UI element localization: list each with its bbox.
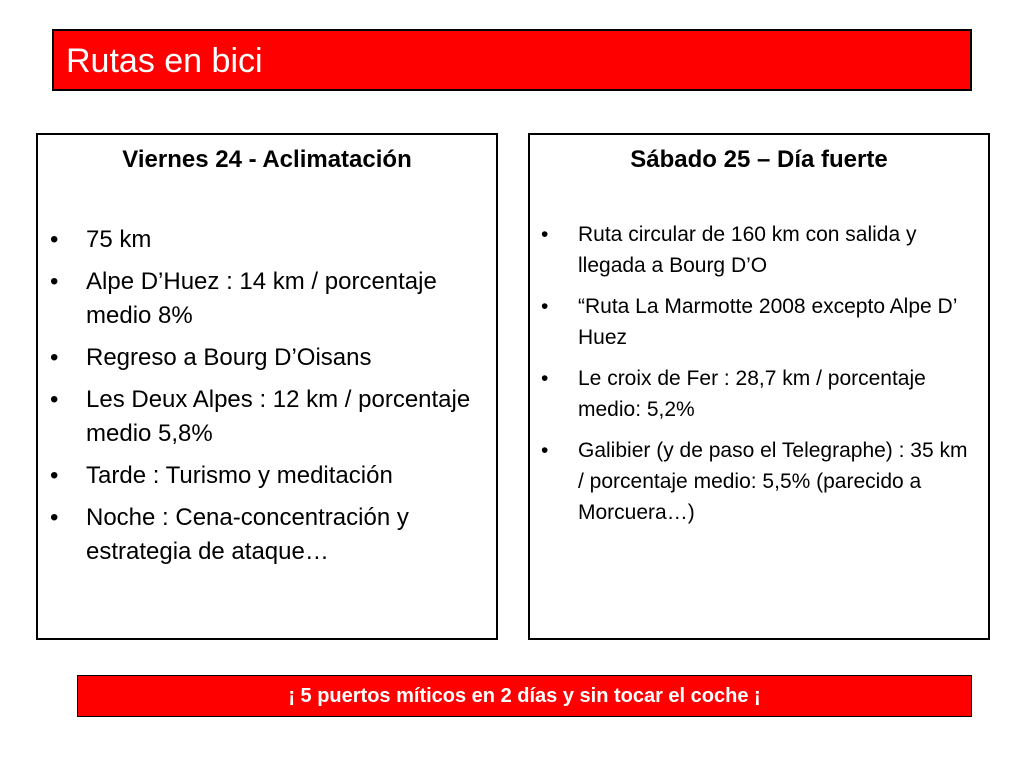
list-item-text: Alpe D’Huez : 14 km / porcentaje medio 8%: [86, 268, 437, 329]
bullet-icon: •: [541, 439, 549, 462]
title-bar: [52, 29, 972, 91]
list-item-text: Le croix de Fer : 28,7 km / porcentaje medio: 5,2%: [578, 367, 926, 421]
saturday-panel: [528, 133, 990, 640]
bullet-icon: •: [50, 462, 59, 489]
friday-list: [38, 223, 496, 569]
list-item: [541, 363, 978, 425]
saturday-heading: Sábado 25 – Día fuerte: [630, 146, 888, 173]
bullet-icon: •: [50, 226, 59, 253]
list-item: [50, 341, 486, 375]
list-item-text: 75 km: [86, 226, 152, 253]
list-item: [50, 383, 486, 451]
list-item: [541, 219, 978, 281]
list-item: [50, 501, 486, 569]
list-item: [50, 223, 486, 257]
list-item-text: Tarde : Turismo y meditación: [86, 462, 393, 489]
list-item-text: Regreso a Bourg D’Oisans: [86, 344, 372, 371]
list-item: [50, 459, 486, 493]
bullet-icon: •: [50, 386, 59, 413]
slide-title: Rutas en bici: [66, 42, 263, 80]
bullet-icon: •: [50, 344, 59, 371]
bullet-icon: •: [541, 223, 549, 246]
saturday-list: [530, 219, 988, 528]
bullet-icon: •: [50, 268, 59, 295]
highlight-banner: [77, 675, 972, 717]
list-item: [50, 265, 486, 333]
list-item-text: “Ruta La Marmotte 2008 excepto Alpe D’ Huez: [578, 295, 957, 349]
list-item-text: Galibier (y de paso el Telegraphe) : 35 km / porcentaje medio: 5,5% (parecido a Morcuera…): [578, 439, 968, 524]
bullet-icon: •: [541, 295, 549, 318]
list-item: [541, 291, 978, 353]
list-item: [541, 435, 978, 528]
list-item-text: Les Deux Alpes : 12 km / porcentaje medio 5,8%: [86, 386, 471, 447]
bullet-icon: •: [50, 504, 59, 531]
list-item-text: Noche : Cena-concentración y estrategia de ataque…: [86, 504, 409, 565]
bullet-icon: •: [541, 367, 549, 390]
friday-panel: [36, 133, 498, 640]
banner-text: ¡ 5 puertos míticos en 2 días y sin tocar el coche ¡: [288, 685, 761, 707]
friday-heading: Viernes 24 - Aclimatación: [122, 146, 412, 173]
list-item-text: Ruta circular de 160 km con salida y llegada a Bourg D’O: [578, 223, 917, 277]
